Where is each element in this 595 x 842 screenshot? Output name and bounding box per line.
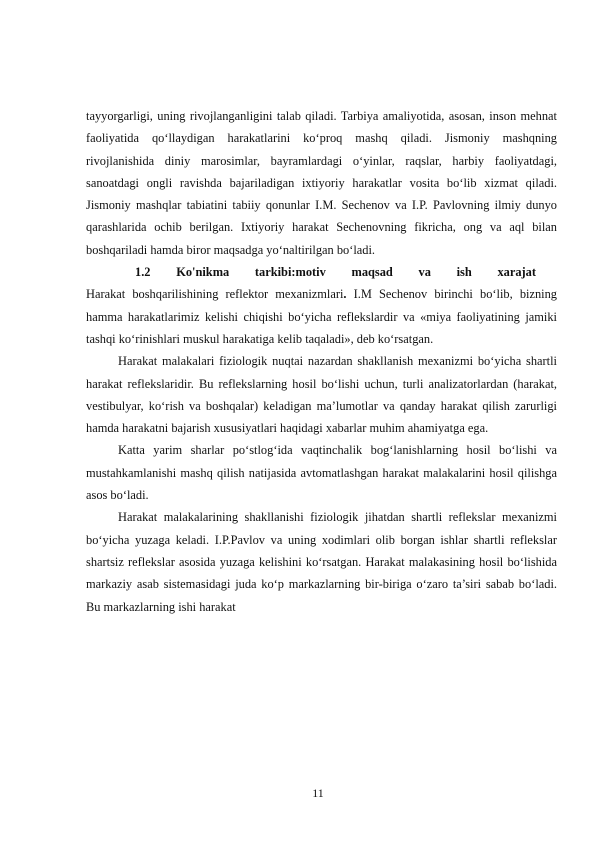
page-body [86,105,557,618]
paragraph-intro: tayyorgarligi, uning rivojlanganligini talab qiladi. Tarbiya amaliyotida, asosan, inson mehnat faoliyatida qoʻllaydigan harakatlarini koʻproq mashq qiladi. Jismoniy mashqning rivojlanishida diniy marosimlar, bayramlardagi oʻyinlar, raqslar, harbiy faoliyatdagi, sanoatdagi ongli ravishda bajariladigan ixtiyoriy harakatlar vosita boʻlib xizmat qiladi. Jismoniy mashqlar tabiatini tabiiy qonunlar I.M. Sechenov va I.P. Pavlovning ilmiy dunyo qarashlarida ochib berilgan. Ixtiyoriy harakat Sechenovning fikricha, ong va aql bilan boshqariladi hamda biror maqsadga yoʻnaltirilgan boʻladi. [86,109,557,257]
paragraph-lead-text: Harakat boshqarilishining reflektor mexanizmlari [86,287,344,302]
paragraph-cortex: Katta yarim sharlar po‘stlog‘ida vaqtinchalik bog‘lanishlarning hosil bo‘lishi va mustahkamlanishi mashq qilish natijasida avtomatlashgan harakat malakalarini hosil qilishga asos bo‘ladi. [86,443,557,503]
page-number: 11 [312,786,324,800]
paragraph-reflex-mechanisms [86,283,557,350]
section-heading: 1.2 Ko'nikma tarkibi:motiv maqsad va ish xarajat [135,265,536,280]
paragraph-body-text: I.M Sechenov birinchi bo‘lib, bizning hamma harakatlarimiz kelishi chiqishi bo‘yicha reflekslardir va «miya faoliyatining jamiki tashqi ko‘rinishlari muskul harakatiga kelib taqaladi», deb ko‘rsatgan. [86,287,557,346]
paragraph-lead-dot: . [343,287,347,302]
paragraph-motor-skills: Harakat malakalari fiziologik nuqtai nazardan shakllanish mexanizmi bo‘yicha shartli harakat reflekslaridir. Bu reflekslarning hosil bo‘lishi uchun, turli analizatorlardan (harakat, vestibulyar, ko‘rish va boshqalar) keladigan ma’lumotlar va qanday harakat qilish zarurligi hamda harakatni bajarish xususiyatlari haqidagi xabarlar muhim ahamiyatga ega. [86,354,557,436]
paragraph-formation: Harakat malakalarining shakllanishi fiziologik jihatdan shartli reflekslar mexanizmi bo‘yicha yuzaga keladi. I.P.Pavlov va uning xodimlari olib borgan ishlar shartli reflekslar shartsiz reflekslar asosida yuzaga kelishini ko‘rsatgan. Harakat malakasining hosil bo‘lishida markaziy asab sistemasidagi juda ko‘p markazlarning bir-biriga o‘zaro ta’siri sabab bo‘ladi. Bu markazlarning ishi harakat [86,510,557,614]
